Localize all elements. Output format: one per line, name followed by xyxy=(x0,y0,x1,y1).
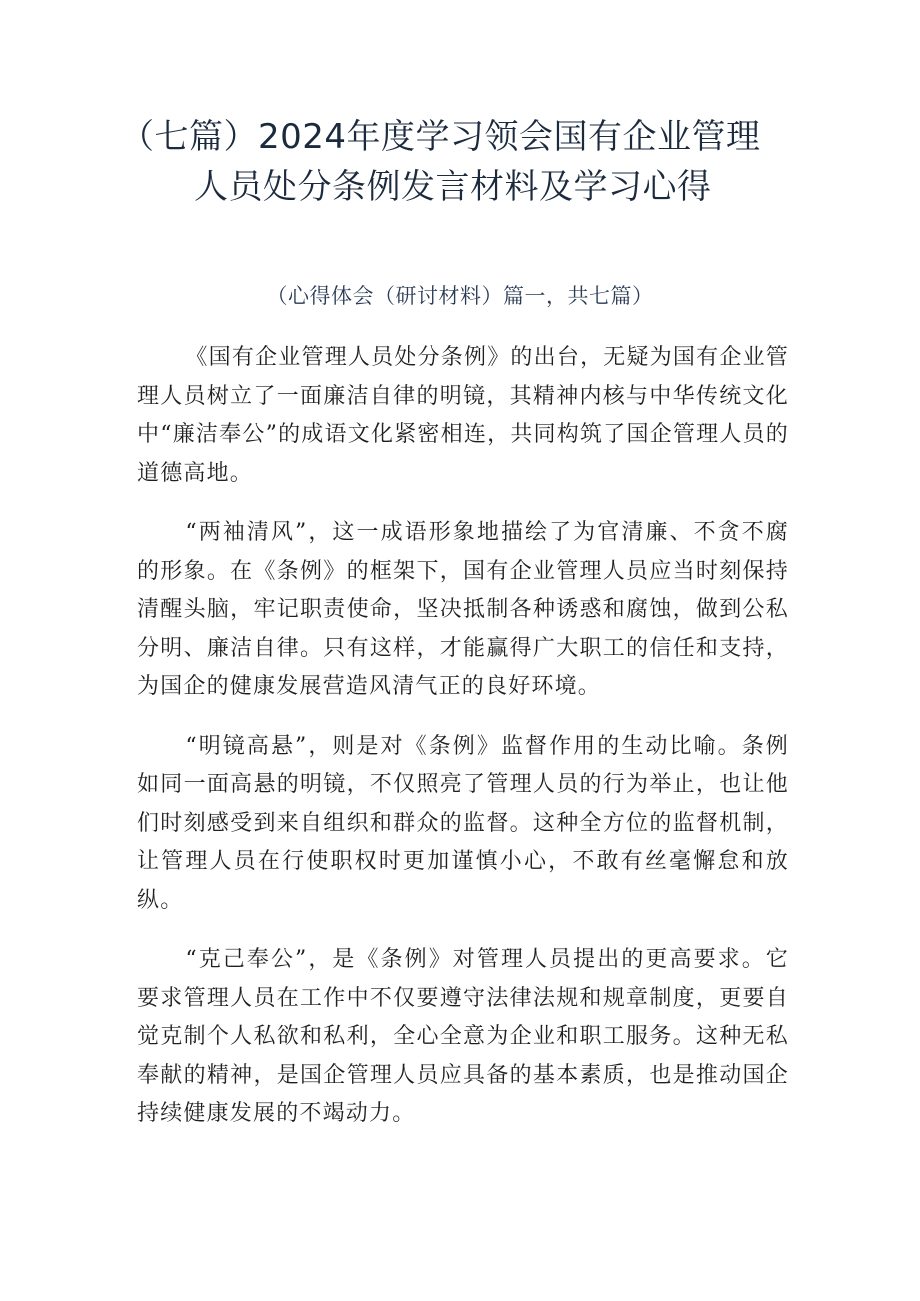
document-title xyxy=(120,112,820,212)
body-paragraph-4: “克己奉公”，是《条例》对管理人员提出的更高要求。它要求管理人员在工作中不仅要遵守法律法规和规章制度，更要自觉克制个人私欲和私利，全心全意为企业和职工服务。这种无私奉献的精神，是国企管理人员应具备的基本素质，也是推动国企持续健康发展的不竭动力。 xyxy=(137,947,789,1126)
document-subtitle: （心得体会（研讨材料）篇一，共七篇） xyxy=(266,284,654,308)
title-line-1: （七篇）2024年度学习领会国有企业管理 xyxy=(120,117,761,157)
title-line-2: 人员处分条例发言材料及学习心得 xyxy=(194,167,712,207)
body-paragraph-2: “两袖清风”，这一成语形象地描绘了为官清廉、不贪不腐的形象。在《条例》的框架下，国有企业管理人员应当时刻保持清醒头脑，牢记职责使命，坚决抵制各种诱惑和腐蚀，做到公私分明、廉洁自律。只有这样，才能赢得广大职工的信任和支持，为国企的健康发展营造风清气正的良好环境。 xyxy=(137,520,789,699)
body-paragraph-3: “明镜高悬”，则是对《条例》监督作用的生动比喻。条例如同一面高悬的明镜，不仅照亮了管理人员的行为举止，也让他们时刻感受到来自组织和群众的监督。这种全方位的监督机制，让管理人员在行使职权时更加谨慎小心，不敢有丝毫懈怠和放纵。 xyxy=(137,733,789,913)
body-paragraph-1: 《国有企业管理人员处分条例》的出台，无疑为国有企业管理人员树立了一面廉洁自律的明镜，其精神内核与中华传统文化中“廉洁奉公”的成语文化紧密相连，共同构筑了国企管理人员的道德高地。 xyxy=(137,345,789,486)
document-body xyxy=(137,339,789,1155)
